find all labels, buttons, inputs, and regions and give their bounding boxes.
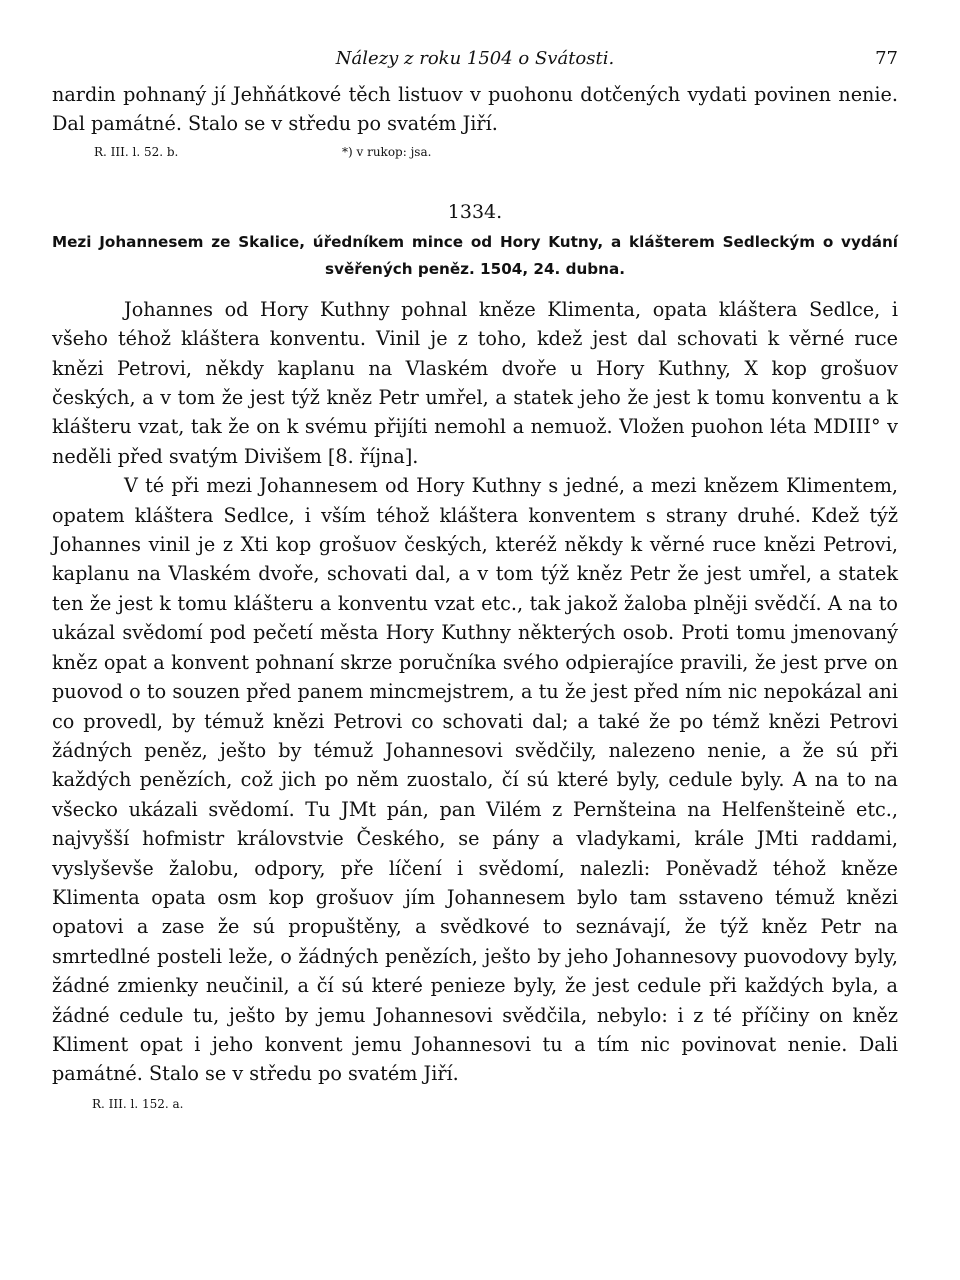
entry-regest: Mezi Johannesem ze Skalice, úředníkem mince od Hory Kutny, a klášterem Sedleckým o vydání svěřených peněz. 1504, 24. dubna. bbox=[52, 232, 898, 278]
page-number: 77 bbox=[875, 48, 898, 69]
entry-paragraph: V té při mezi Johannesem od Hory Kuthny s jedné, a mezi knězem Klimentem, opatem kláštera Sedlce, i vším téhož kláštera konventem s strany druhé. Kdež týž Johannes vinil je z Xti kop grošuov českých, kteréž někdy k věrné ruce knězi Petrovi, kaplanu na Vlaském dvoře, schovati dal, a v tom týž kněz Petr že jest umřel, a statek ten že jest k tomu klášteru a konventu vzat etc., tak jakož žaloba plněji svědčí. A na to ukázal svědomí pod pečetí města Hory Kuthny některých osob. Proti tomu jmenovaný kněz opat a konvent pohnaní skrze poručníka svého odpierajíce pravili, že jest prve on puovod o to souzen před panem mincmejstrem, a tu že jest před ním nic nepokázal ani co provedl, by témuž knězi Petrovi co schovati dal; a také že po témž knězi Petrovi žádných peněz, ješto by témuž Johannesovi svědčily, nalezeno nenie, a že sú při každých penězích, což jich po něm zuostalo, čí sú které byly, cedule byly. A na to na všecko ukázali svědomí. Tu JMt pán, pan Vilém z Pernšteina na Helfenšteině etc., najvyšší hofmistr královstvie Českého, se pány a vladykami, krále JMti raddami, vyslyševše žalobu, odpory, pře líčení i svědomí, nalezli: Poněvadž téhož kněze Klimenta opata osm kop grošuov jím Johannesem bylo tam sstaveno témuž knězi opatovi a zase že sú propuštěny, a svědkové to seznávají, že týž kněz Petr na smrtedlné posteli leže, o žádných penězích, ješto by jeho Johannesovy puovodovy byly, žádné zmienky neučinil, a čí sú které penieze byly, že jest cedule při každých byla, a žádné cedule tu, ješto by jemu Johannesovi svědčila, nebylo: i z té příčiny on kněz Kliment opat i jeho konvent jemu Johannesovi tu a tím nic povinovat nenie. Dali památné. Stalo se v středu po svatém Jiří. bbox=[52, 474, 898, 1086]
entry-number: 1334. bbox=[447, 200, 503, 223]
entry-reference: R. III. l. 152. a. bbox=[92, 1096, 184, 1111]
previous-entry-reference-row bbox=[52, 141, 898, 167]
previous-entry-reference: R. III. l. 52. b. bbox=[94, 144, 179, 159]
document-page bbox=[52, 46, 898, 1111]
previous-entry-text: nardin pohnaný jí Jehňátkové těch listuov v puohonu dotčených vydati povinen nenie. Dal památné. Stalo se v středu po svatém Jiří. bbox=[52, 83, 898, 136]
entry-body bbox=[52, 295, 898, 1089]
running-head bbox=[52, 46, 898, 80]
footnote: *) v rukop: jsa. bbox=[342, 144, 432, 159]
running-title: Nálezy z roku 1504 o Svátosti. bbox=[335, 48, 615, 69]
entry-paragraph: Johannes od Hory Kuthny pohnal kněze Klimenta, opata kláštera Sedlce, i všeho téhož kláštera konventu. Vinil je z toho, kdež jest dal schovati k věrné ruce knězi Petrovi, někdy kaplanu na Vlaském dvoře u Hory Kuthny, X kop grošuov českých, a v tom že jest týž kněz Petr umřel, a statek jeho že jest k tomu konventu a k klášteru vzat, tak že on k svému přijíti nemohl a nemuož. Vložen puohon léta MDIII° v neděli před svatým Divišem [8. října]. bbox=[52, 297, 898, 468]
